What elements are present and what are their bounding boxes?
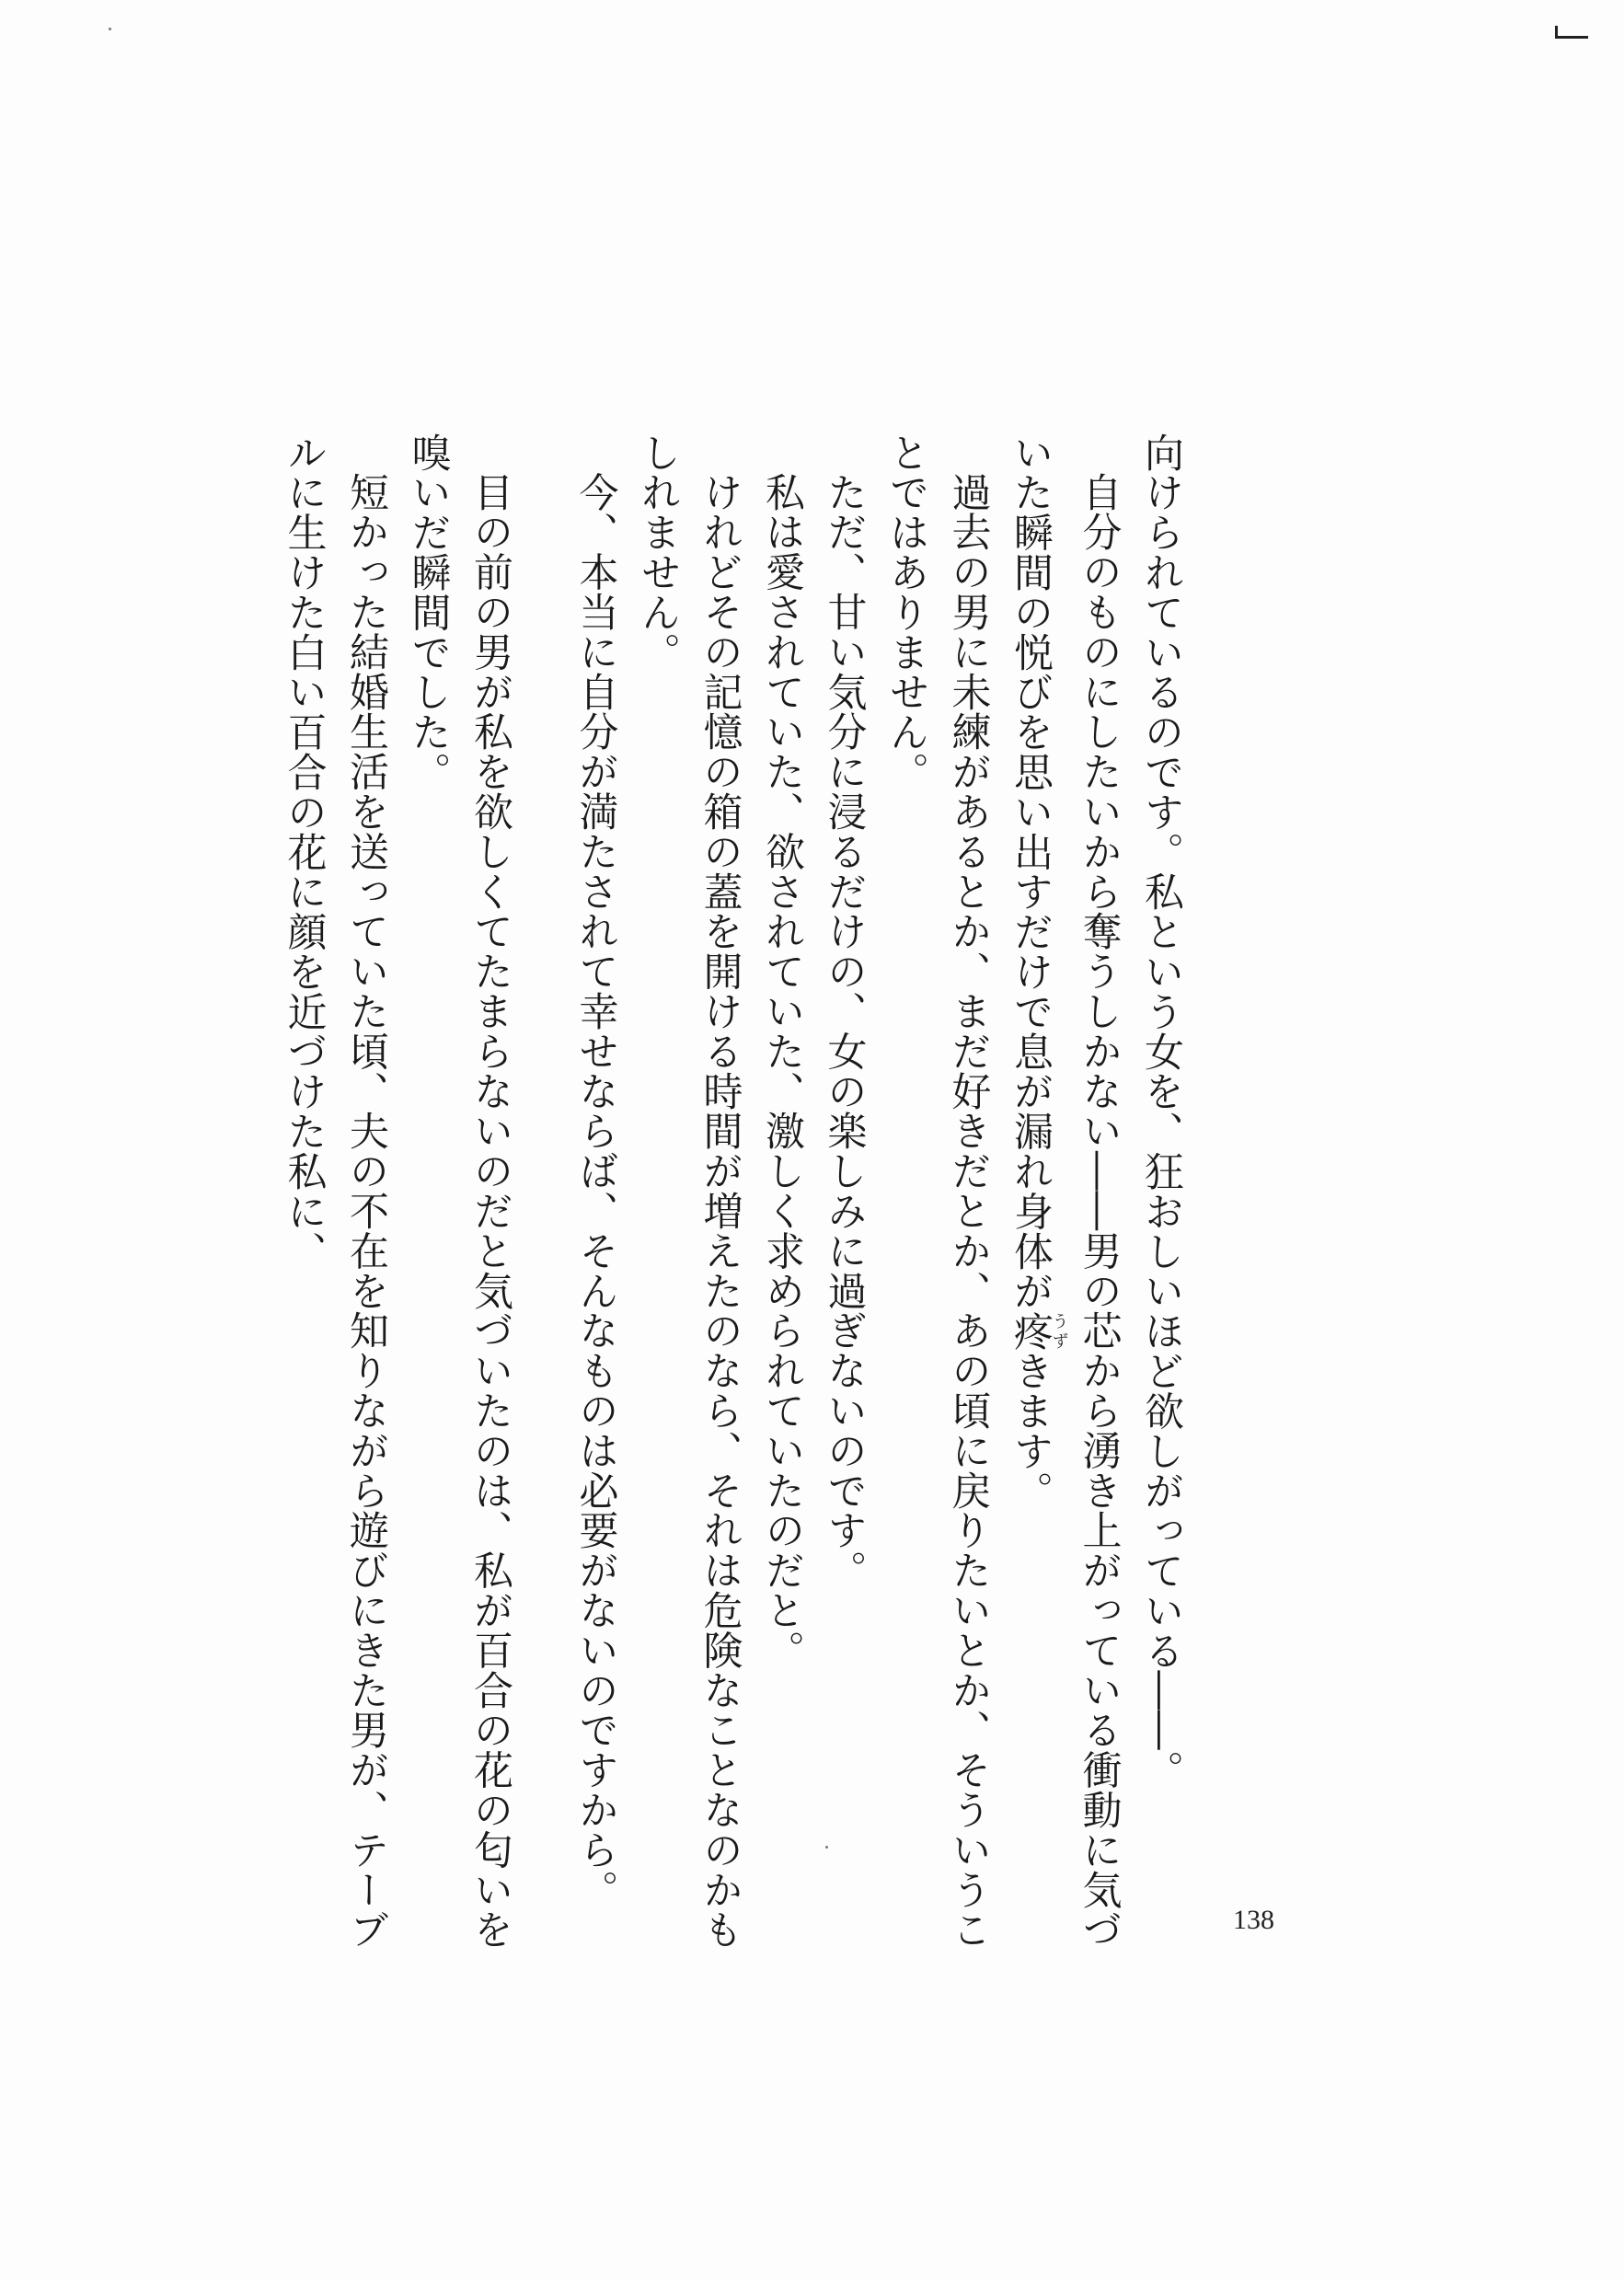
scan-speck: [109, 28, 111, 30]
section-break: [521, 432, 564, 1951]
text-segment: きます。: [1008, 1351, 1054, 1511]
text-line: 嗅いだ瞬間でした。: [405, 432, 452, 792]
text-line: ルに生けた白い百合の花に顔を近づけた私に、: [281, 432, 328, 1272]
text-line: しれません。: [635, 432, 681, 673]
text-line: 過去の男に未練があるとか、まだ好きだとか、あの頃に戻りたいとか、そういうこ: [945, 472, 992, 1950]
text-line: とではありません。: [883, 432, 929, 792]
page-number: 138: [1233, 1905, 1274, 1935]
ruby-word: [1008, 1310, 1069, 1352]
text-line: 私は愛されていた、欲されていた、激しく求められていたのだと。: [759, 472, 805, 1670]
vertical-text-body: [272, 432, 1192, 1951]
text-line: 向けられているのです。私という女を、狂おしいほど欲しがっている――。: [1138, 432, 1184, 1791]
text-line: 今、本当に自分が満たされて幸せならば、そんなものは必要がないのですから。: [572, 472, 619, 1910]
text-line: ただ、甘い気分に浸るだけの、女の楽しみに過ぎないのです。: [821, 472, 868, 1591]
ruby-reading: うず: [1049, 1310, 1069, 1352]
ruby-base: 疼: [1008, 1310, 1054, 1352]
text-segment: いた瞬間の悦びを思い出すだけで息が漏れ身体が: [1008, 432, 1054, 1311]
text-line: 自分のものにしたいから奪うしかない――男の芯から湧き上がっている衝動に気づ: [1076, 472, 1123, 1950]
crop-mark: [1555, 26, 1588, 39]
text-line: 短かった結婚生活を送っていた頃、夫の不在を知りながら遊びにきた男が、テーブ: [343, 472, 389, 1950]
text-line: けれどその記憶の箱の蓋を開ける時間が増えたのなら、それは危険なことなのかも: [697, 472, 743, 1950]
text-line: [999, 432, 1068, 1951]
text-line: 目の前の男が私を欲しくてたまらないのだと気づいたのは、私が百合の花の匂いを: [467, 472, 513, 1950]
